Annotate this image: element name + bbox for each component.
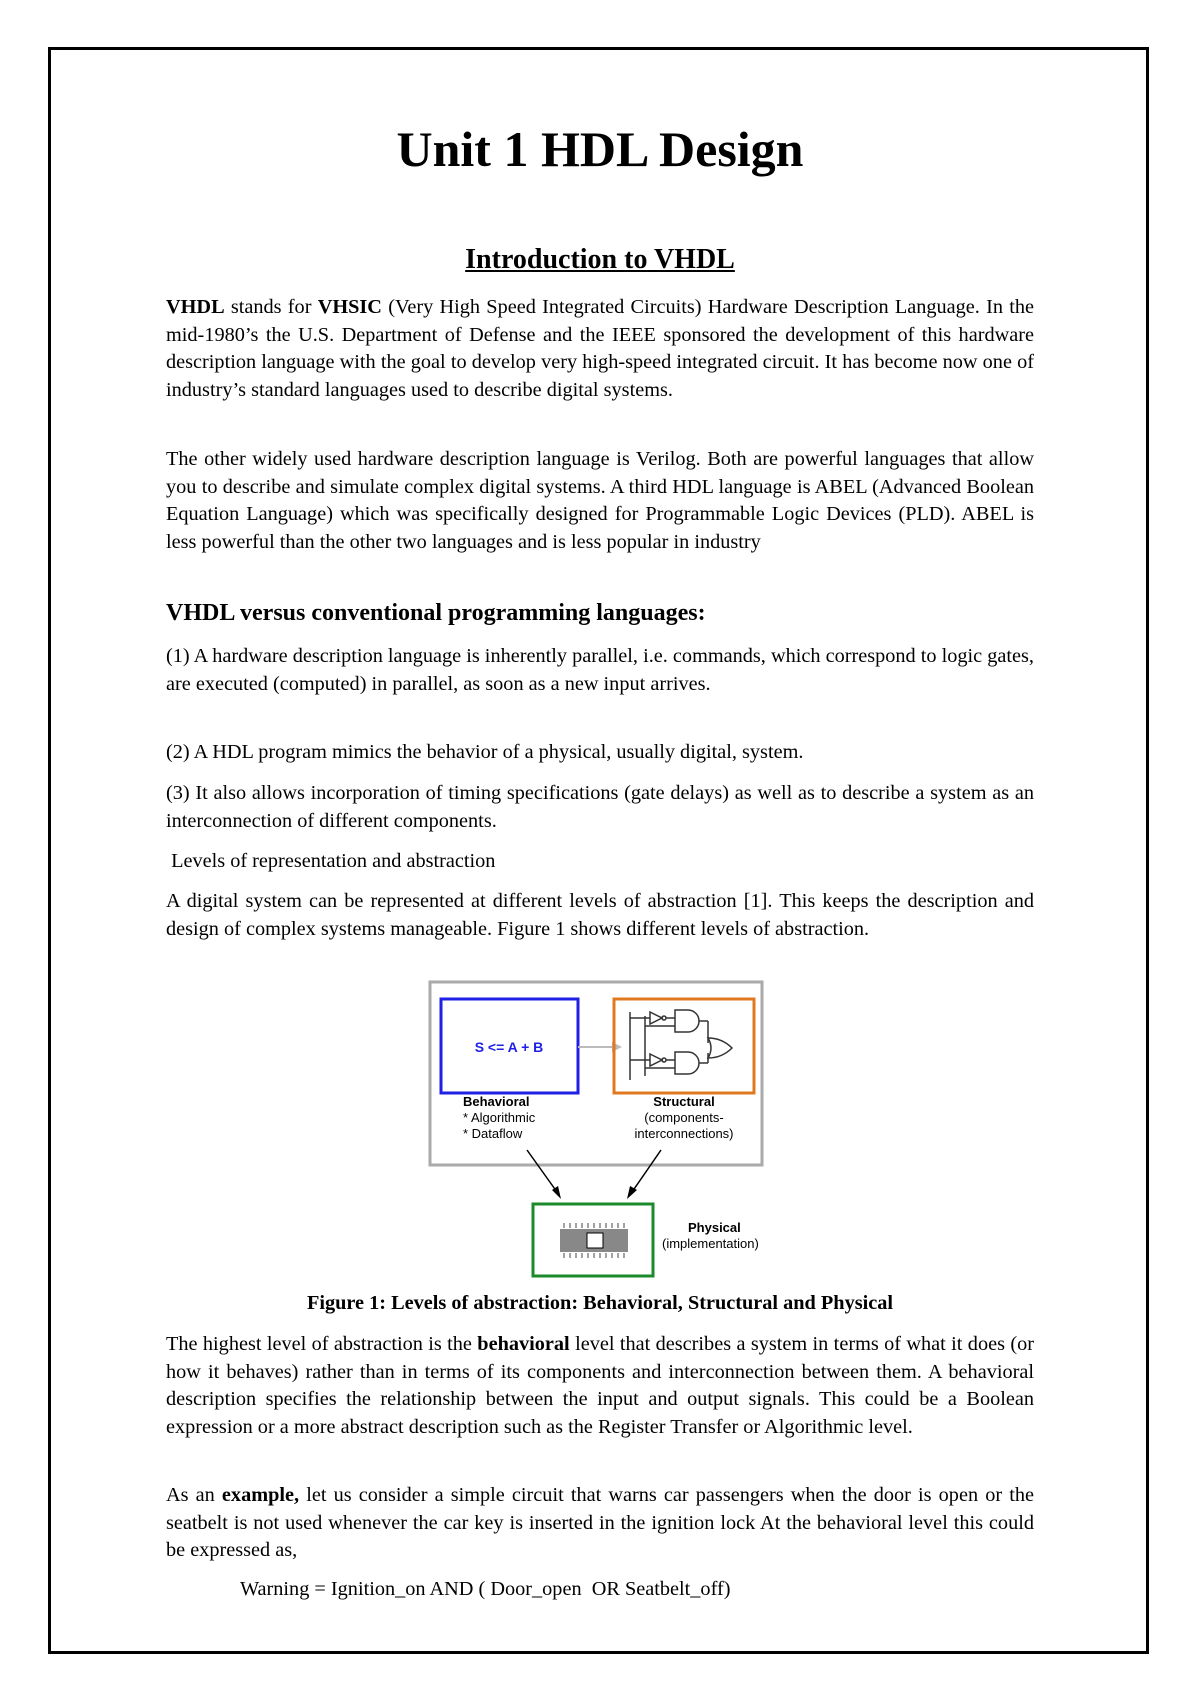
intro-paragraph-2 (166, 446, 1034, 556)
point-2 (166, 739, 1034, 767)
structural-title: Structural (653, 1094, 715, 1109)
behavioral-item-2: * Dataflow (463, 1126, 523, 1141)
levels-label-text: Levels of representation and abstraction (166, 850, 496, 872)
physical-sub: (implementation) (662, 1236, 759, 1251)
intro-paragraph-1 (166, 294, 1034, 404)
structural-sub-1: (components- (644, 1110, 724, 1125)
beh-text-2: level that describes a system in terms of what it does (or how it behaves) rather than in terms of its components and interconnection between them. A behavioral description specifies the relationship between the input and output signals. This could be a Boolean expression or a more abstract description such as the Register Transfer or Algorithmic level. (166, 1333, 1035, 1438)
vhdl-term: VHDL (166, 296, 225, 318)
example-text-1: As an (166, 1484, 222, 1506)
levels-paragraph (166, 888, 1034, 943)
intro-text-2: (Very High Speed Integrated Circuits) Hardware Description Language. In the mid-1980’s the U.S. Department of Defense and the IEEE sponsored the development of this hardware description language with the goal to develop very high-speed integrated circuit. It has become now one of industry’s standard languages used to describe digital systems. (166, 296, 1035, 401)
point-2-text: (2) A HDL program mimics the behavior of a physical, usually digital, system. (166, 741, 804, 763)
figure-caption: Figure 1: Levels of abstraction: Behavioral, Structural and Physical (306, 1292, 894, 1314)
behavioral-term: behavioral (477, 1333, 570, 1355)
behavioral-code: S <= A + B (474, 1039, 544, 1055)
intro-text-1: stands for (224, 296, 318, 318)
point-3 (166, 780, 1034, 835)
point-1 (166, 643, 1034, 698)
example-text-2: let us consider a simple circuit that warns car passengers when the door is open or the seatbelt is not used whenever the car key is inserted in the ignition lock At the behavioral level this could be expressed as, (166, 1484, 1034, 1561)
behavioral-item-1: * Algorithmic (463, 1110, 536, 1125)
vhsic-term: VHSIC (317, 296, 382, 318)
physical-title: Physical (688, 1220, 741, 1235)
structural-sub-2: interconnections) (634, 1126, 734, 1141)
subheading-text: VHDL versus conventional programming languages: (166, 600, 706, 626)
warning-formula: Warning = Ignition_on AND ( Door_open OR Seatbelt_off) (240, 1578, 731, 1600)
example-term: example, (221, 1484, 300, 1506)
point-1-text: (1) A hardware description language is inherently parallel, i.e. commands, which correspond to logic gates, are executed (computed) in parallel, as soon as a new input arrives. (166, 645, 1034, 695)
intro-paragraph-2-text: The other widely used hardware description language is Verilog. Both are powerful languages that allow you to describe and simulate complex digital systems. A third HDL language is ABEL (Advanced Boolean Equation Language) which was specifically designed for Programmable Logic Devices (PLD). ABEL is less powerful than the other two languages and is less popular in industry (166, 448, 1034, 553)
page-title: Unit 1 HDL Design (396, 121, 804, 177)
point-3-text: (3) It also allows incorporation of timing specifications (gate delays) as well as to describe a system as an interconnection of different components. (166, 782, 1034, 832)
levels-paragraph-text: A digital system can be represented at different levels of abstraction [1]. This keeps the description and design of complex systems manageable. Figure 1 shows different levels of abstraction. (166, 890, 1034, 940)
levels-label (166, 848, 1034, 876)
beh-text-1: The highest level of abstraction is the (166, 1333, 478, 1355)
section-heading: Introduction to VHDL (465, 244, 735, 275)
subheading (166, 600, 1034, 627)
behavioral-paragraph (166, 1331, 1034, 1441)
example-paragraph (166, 1482, 1034, 1565)
behavioral-title: Behavioral (463, 1094, 530, 1109)
